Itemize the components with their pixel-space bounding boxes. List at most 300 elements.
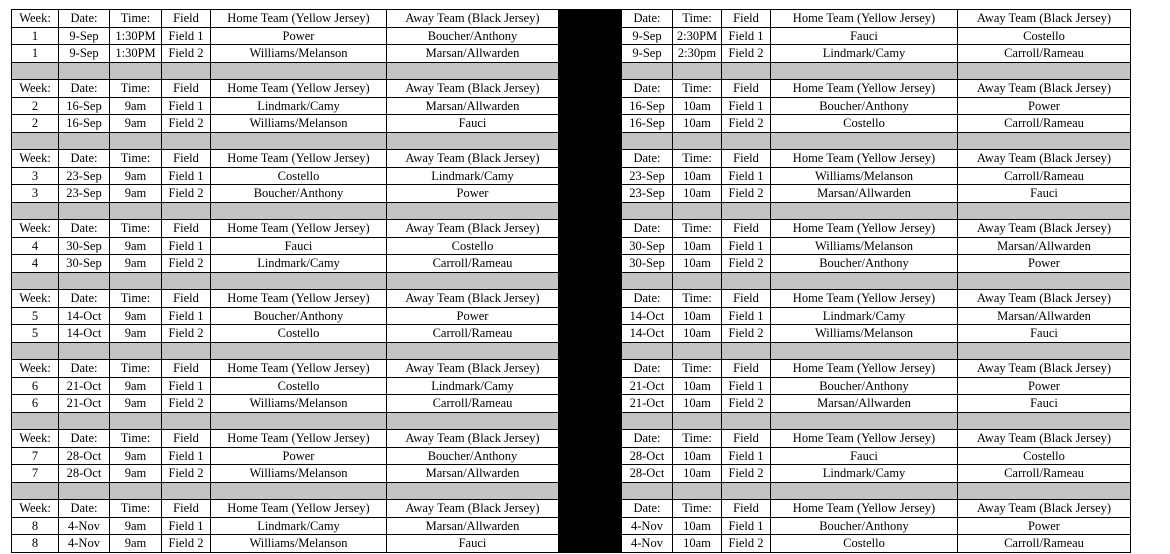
separator-cell bbox=[110, 482, 162, 500]
cell-date: 30-Sep bbox=[622, 255, 673, 273]
cell-home-team: Williams/Melanson bbox=[771, 237, 958, 255]
cell-field: Field 2 bbox=[722, 535, 771, 553]
header-field: Field bbox=[162, 220, 211, 238]
cell-date: 14-Oct bbox=[59, 307, 110, 325]
header-away-team: Away Team (Black Jersey) bbox=[387, 80, 559, 98]
cell-home-team: Boucher/Anthony bbox=[771, 255, 958, 273]
cell-away-team: Carroll/Rameau bbox=[958, 45, 1131, 63]
cell-away-team: Carroll/Rameau bbox=[958, 115, 1131, 133]
header-date: Date: bbox=[59, 290, 110, 308]
header-home-team: Home Team (Yellow Jersey) bbox=[211, 500, 387, 518]
header-away-team: Away Team (Black Jersey) bbox=[958, 430, 1131, 448]
cell-away-team: Carroll/Rameau bbox=[958, 167, 1131, 185]
cell-home-team: Lindmark/Camy bbox=[771, 45, 958, 63]
separator-cell bbox=[110, 412, 162, 430]
cell-away-team: Power bbox=[958, 97, 1131, 115]
cell-time: 9am bbox=[110, 185, 162, 203]
header-week: Week: bbox=[12, 10, 59, 28]
cell-week: 4 bbox=[12, 255, 59, 273]
separator-cell bbox=[211, 342, 387, 360]
cell-field: Field 1 bbox=[722, 167, 771, 185]
separator-cell bbox=[958, 482, 1131, 500]
cell-week: 4 bbox=[12, 237, 59, 255]
separator-cell bbox=[771, 342, 958, 360]
header-away-team: Away Team (Black Jersey) bbox=[387, 290, 559, 308]
cell-away-team: Power bbox=[958, 377, 1131, 395]
separator-cell bbox=[722, 132, 771, 150]
cell-field: Field 2 bbox=[722, 255, 771, 273]
cell-time: 9am bbox=[110, 325, 162, 343]
separator-cell bbox=[622, 482, 673, 500]
cell-away-team: Power bbox=[387, 185, 559, 203]
header-field: Field bbox=[162, 360, 211, 378]
cell-date: 30-Sep bbox=[59, 237, 110, 255]
separator-cell bbox=[722, 482, 771, 500]
header-away-team: Away Team (Black Jersey) bbox=[387, 10, 559, 28]
separator-cell bbox=[622, 272, 673, 290]
header-home-team: Home Team (Yellow Jersey) bbox=[211, 80, 387, 98]
header-time: Time: bbox=[673, 430, 722, 448]
cell-date: 23-Sep bbox=[59, 167, 110, 185]
header-time: Time: bbox=[110, 220, 162, 238]
separator-cell bbox=[12, 482, 59, 500]
cell-date: 23-Sep bbox=[622, 185, 673, 203]
header-field: Field bbox=[722, 10, 771, 28]
separator-cell bbox=[722, 412, 771, 430]
schedule-table bbox=[11, 9, 1131, 553]
cell-field: Field 1 bbox=[162, 307, 211, 325]
header-away-team: Away Team (Black Jersey) bbox=[387, 220, 559, 238]
cell-time: 9am bbox=[110, 535, 162, 553]
cell-home-team: Lindmark/Camy bbox=[211, 517, 387, 535]
cell-field: Field 1 bbox=[722, 307, 771, 325]
separator-cell bbox=[211, 202, 387, 220]
cell-date: 14-Oct bbox=[59, 325, 110, 343]
separator-cell bbox=[59, 132, 110, 150]
header-time: Time: bbox=[110, 430, 162, 448]
header-date: Date: bbox=[59, 10, 110, 28]
cell-field: Field 2 bbox=[162, 465, 211, 483]
cell-field: Field 2 bbox=[162, 255, 211, 273]
cell-field: Field 2 bbox=[162, 185, 211, 203]
cell-field: Field 1 bbox=[162, 377, 211, 395]
cell-time: 9am bbox=[110, 517, 162, 535]
header-away-team: Away Team (Black Jersey) bbox=[958, 220, 1131, 238]
cell-home-team: Costello bbox=[211, 377, 387, 395]
cell-away-team: Carroll/Rameau bbox=[387, 255, 559, 273]
cell-away-team: Power bbox=[387, 307, 559, 325]
header-away-team: Away Team (Black Jersey) bbox=[958, 360, 1131, 378]
header-away-team: Away Team (Black Jersey) bbox=[387, 150, 559, 168]
cell-time: 10am bbox=[673, 237, 722, 255]
header-field: Field bbox=[722, 430, 771, 448]
separator-cell bbox=[211, 132, 387, 150]
header-field: Field bbox=[162, 290, 211, 308]
separator-cell bbox=[771, 482, 958, 500]
header-time: Time: bbox=[110, 10, 162, 28]
separator-cell bbox=[673, 132, 722, 150]
header-date: Date: bbox=[622, 220, 673, 238]
separator-cell bbox=[162, 132, 211, 150]
separator-cell bbox=[622, 342, 673, 360]
header-time: Time: bbox=[673, 360, 722, 378]
cell-away-team: Boucher/Anthony bbox=[387, 447, 559, 465]
header-date: Date: bbox=[622, 150, 673, 168]
separator-cell bbox=[722, 272, 771, 290]
separator-cell bbox=[387, 202, 559, 220]
cell-field: Field 2 bbox=[162, 45, 211, 63]
separator-cell bbox=[771, 412, 958, 430]
header-date: Date: bbox=[622, 80, 673, 98]
cell-date: 4-Nov bbox=[59, 535, 110, 553]
separator-cell bbox=[110, 272, 162, 290]
cell-field: Field 2 bbox=[162, 115, 211, 133]
cell-home-team: Costello bbox=[771, 115, 958, 133]
cell-time: 10am bbox=[673, 307, 722, 325]
cell-away-team: Marsan/Allwarden bbox=[958, 237, 1131, 255]
separator-cell bbox=[958, 272, 1131, 290]
separator-cell bbox=[162, 342, 211, 360]
header-week: Week: bbox=[12, 290, 59, 308]
cell-date: 9-Sep bbox=[622, 45, 673, 63]
separator-cell bbox=[387, 272, 559, 290]
cell-home-team: Boucher/Anthony bbox=[211, 307, 387, 325]
header-home-team: Home Team (Yellow Jersey) bbox=[211, 290, 387, 308]
separator-cell bbox=[59, 482, 110, 500]
cell-home-team: Lindmark/Camy bbox=[771, 307, 958, 325]
separator-cell bbox=[12, 272, 59, 290]
separator-cell bbox=[110, 342, 162, 360]
separator-cell bbox=[211, 412, 387, 430]
header-time: Time: bbox=[673, 150, 722, 168]
cell-week: 5 bbox=[12, 325, 59, 343]
cell-away-team: Fauci bbox=[958, 185, 1131, 203]
separator-cell bbox=[771, 202, 958, 220]
separator-cell bbox=[622, 62, 673, 80]
cell-time: 10am bbox=[673, 115, 722, 133]
separator-cell bbox=[673, 272, 722, 290]
separator-cell bbox=[387, 132, 559, 150]
cell-field: Field 1 bbox=[722, 517, 771, 535]
header-time: Time: bbox=[673, 290, 722, 308]
cell-home-team: Williams/Melanson bbox=[211, 45, 387, 63]
header-home-team: Home Team (Yellow Jersey) bbox=[211, 10, 387, 28]
header-date: Date: bbox=[622, 360, 673, 378]
cell-home-team: Williams/Melanson bbox=[771, 167, 958, 185]
cell-field: Field 1 bbox=[722, 447, 771, 465]
cell-home-team: Marsan/Allwarden bbox=[771, 185, 958, 203]
cell-home-team: Williams/Melanson bbox=[211, 395, 387, 413]
cell-week: 2 bbox=[12, 115, 59, 133]
header-away-team: Away Team (Black Jersey) bbox=[958, 80, 1131, 98]
header-home-team: Home Team (Yellow Jersey) bbox=[771, 430, 958, 448]
separator-cell bbox=[622, 132, 673, 150]
header-week: Week: bbox=[12, 360, 59, 378]
header-week: Week: bbox=[12, 430, 59, 448]
cell-time: 9am bbox=[110, 255, 162, 273]
cell-time: 9am bbox=[110, 167, 162, 185]
cell-week: 7 bbox=[12, 447, 59, 465]
cell-week: 6 bbox=[12, 377, 59, 395]
header-date: Date: bbox=[622, 430, 673, 448]
header-away-team: Away Team (Black Jersey) bbox=[387, 360, 559, 378]
header-field: Field bbox=[722, 220, 771, 238]
cell-week: 8 bbox=[12, 517, 59, 535]
cell-time: 10am bbox=[673, 377, 722, 395]
header-week: Week: bbox=[12, 150, 59, 168]
cell-away-team: Power bbox=[958, 517, 1131, 535]
header-away-team: Away Team (Black Jersey) bbox=[958, 150, 1131, 168]
cell-home-team: Power bbox=[211, 447, 387, 465]
cell-week: 3 bbox=[12, 167, 59, 185]
cell-away-team: Marsan/Allwarden bbox=[387, 517, 559, 535]
cell-time: 9am bbox=[110, 115, 162, 133]
header-time: Time: bbox=[673, 10, 722, 28]
cell-field: Field 1 bbox=[722, 237, 771, 255]
separator-cell bbox=[12, 342, 59, 360]
week-header-row bbox=[12, 10, 1131, 28]
header-date: Date: bbox=[622, 10, 673, 28]
separator-cell bbox=[12, 412, 59, 430]
cell-date: 21-Oct bbox=[59, 395, 110, 413]
cell-date: 9-Sep bbox=[59, 45, 110, 63]
cell-field: Field 1 bbox=[162, 27, 211, 45]
cell-week: 8 bbox=[12, 535, 59, 553]
header-date: Date: bbox=[622, 500, 673, 518]
cell-field: Field 2 bbox=[722, 325, 771, 343]
cell-field: Field 1 bbox=[722, 97, 771, 115]
header-date: Date: bbox=[59, 360, 110, 378]
cell-home-team: Boucher/Anthony bbox=[771, 377, 958, 395]
header-home-team: Home Team (Yellow Jersey) bbox=[771, 220, 958, 238]
cell-week: 6 bbox=[12, 395, 59, 413]
cell-date: 23-Sep bbox=[59, 185, 110, 203]
separator-cell bbox=[59, 202, 110, 220]
cell-home-team: Costello bbox=[211, 167, 387, 185]
cell-date: 16-Sep bbox=[59, 115, 110, 133]
cell-date: 30-Sep bbox=[622, 237, 673, 255]
cell-time: 2:30PM bbox=[673, 27, 722, 45]
separator-cell bbox=[771, 272, 958, 290]
cell-time: 10am bbox=[673, 535, 722, 553]
separator-cell bbox=[12, 202, 59, 220]
cell-away-team: Marsan/Allwarden bbox=[387, 97, 559, 115]
separator-cell bbox=[622, 412, 673, 430]
cell-time: 9am bbox=[110, 465, 162, 483]
cell-time: 10am bbox=[673, 325, 722, 343]
cell-field: Field 1 bbox=[162, 167, 211, 185]
cell-home-team: Costello bbox=[211, 325, 387, 343]
cell-away-team: Carroll/Rameau bbox=[387, 325, 559, 343]
header-away-team: Away Team (Black Jersey) bbox=[958, 290, 1131, 308]
cell-away-team: Power bbox=[958, 255, 1131, 273]
cell-time: 1:30PM bbox=[110, 27, 162, 45]
header-time: Time: bbox=[673, 80, 722, 98]
separator-cell bbox=[958, 342, 1131, 360]
cell-away-team: Fauci bbox=[958, 395, 1131, 413]
cell-date: 30-Sep bbox=[59, 255, 110, 273]
cell-time: 10am bbox=[673, 517, 722, 535]
cell-home-team: Costello bbox=[771, 535, 958, 553]
cell-field: Field 2 bbox=[162, 395, 211, 413]
cell-time: 9am bbox=[110, 237, 162, 255]
header-home-team: Home Team (Yellow Jersey) bbox=[211, 220, 387, 238]
separator-cell bbox=[211, 62, 387, 80]
header-field: Field bbox=[162, 80, 211, 98]
separator-cell bbox=[211, 482, 387, 500]
separator-cell bbox=[387, 482, 559, 500]
header-time: Time: bbox=[673, 220, 722, 238]
cell-away-team: Fauci bbox=[387, 115, 559, 133]
header-date: Date: bbox=[59, 500, 110, 518]
cell-home-team: Boucher/Anthony bbox=[211, 185, 387, 203]
separator-cell bbox=[722, 342, 771, 360]
separator-cell bbox=[673, 342, 722, 360]
separator-cell bbox=[110, 62, 162, 80]
header-date: Date: bbox=[59, 430, 110, 448]
cell-time: 9am bbox=[110, 395, 162, 413]
cell-date: 23-Sep bbox=[622, 167, 673, 185]
header-home-team: Home Team (Yellow Jersey) bbox=[771, 10, 958, 28]
cell-home-team: Boucher/Anthony bbox=[771, 517, 958, 535]
separator-cell bbox=[162, 272, 211, 290]
header-time: Time: bbox=[110, 80, 162, 98]
header-time: Time: bbox=[110, 500, 162, 518]
separator-cell bbox=[387, 62, 559, 80]
cell-date: 28-Oct bbox=[59, 447, 110, 465]
cell-week: 3 bbox=[12, 185, 59, 203]
header-home-team: Home Team (Yellow Jersey) bbox=[771, 360, 958, 378]
cell-time: 9am bbox=[110, 307, 162, 325]
separator-cell bbox=[722, 202, 771, 220]
cell-week: 1 bbox=[12, 45, 59, 63]
separator-cell bbox=[162, 202, 211, 220]
cell-field: Field 2 bbox=[722, 395, 771, 413]
header-time: Time: bbox=[673, 500, 722, 518]
cell-week: 2 bbox=[12, 97, 59, 115]
cell-time: 10am bbox=[673, 167, 722, 185]
separator-cell bbox=[12, 62, 59, 80]
header-week: Week: bbox=[12, 500, 59, 518]
header-home-team: Home Team (Yellow Jersey) bbox=[211, 360, 387, 378]
cell-date: 21-Oct bbox=[59, 377, 110, 395]
cell-time: 10am bbox=[673, 97, 722, 115]
separator-cell bbox=[110, 132, 162, 150]
header-time: Time: bbox=[110, 290, 162, 308]
cell-home-team: Lindmark/Camy bbox=[771, 465, 958, 483]
header-week: Week: bbox=[12, 80, 59, 98]
header-field: Field bbox=[722, 290, 771, 308]
header-field: Field bbox=[162, 10, 211, 28]
cell-time: 2:30pm bbox=[673, 45, 722, 63]
separator-cell bbox=[722, 62, 771, 80]
separator-cell bbox=[162, 412, 211, 430]
header-time: Time: bbox=[110, 150, 162, 168]
cell-week: 7 bbox=[12, 465, 59, 483]
separator-cell bbox=[673, 412, 722, 430]
cell-home-team: Williams/Melanson bbox=[771, 325, 958, 343]
cell-away-team: Boucher/Anthony bbox=[387, 27, 559, 45]
header-date: Date: bbox=[59, 150, 110, 168]
cell-field: Field 1 bbox=[722, 377, 771, 395]
separator-cell bbox=[59, 342, 110, 360]
separator-cell bbox=[162, 62, 211, 80]
cell-field: Field 1 bbox=[162, 97, 211, 115]
cell-date: 4-Nov bbox=[59, 517, 110, 535]
cell-time: 10am bbox=[673, 447, 722, 465]
cell-home-team: Lindmark/Camy bbox=[211, 97, 387, 115]
cell-home-team: Lindmark/Camy bbox=[211, 255, 387, 273]
separator-cell bbox=[958, 62, 1131, 80]
cell-away-team: Fauci bbox=[387, 535, 559, 553]
cell-away-team: Costello bbox=[958, 447, 1131, 465]
cell-date: 4-Nov bbox=[622, 517, 673, 535]
cell-home-team: Fauci bbox=[771, 447, 958, 465]
separator-cell bbox=[12, 132, 59, 150]
cell-time: 10am bbox=[673, 255, 722, 273]
separator-cell bbox=[211, 272, 387, 290]
separator-cell bbox=[771, 132, 958, 150]
cell-home-team: Fauci bbox=[771, 27, 958, 45]
header-home-team: Home Team (Yellow Jersey) bbox=[771, 500, 958, 518]
header-home-team: Home Team (Yellow Jersey) bbox=[771, 150, 958, 168]
header-away-team: Away Team (Black Jersey) bbox=[958, 10, 1131, 28]
header-field: Field bbox=[722, 80, 771, 98]
header-field: Field bbox=[162, 150, 211, 168]
cell-time: 9am bbox=[110, 97, 162, 115]
cell-date: 21-Oct bbox=[622, 395, 673, 413]
separator-cell bbox=[59, 62, 110, 80]
cell-away-team: Carroll/Rameau bbox=[958, 535, 1131, 553]
cell-away-team: Marsan/Allwarden bbox=[958, 307, 1131, 325]
header-time: Time: bbox=[110, 360, 162, 378]
cell-time: 10am bbox=[673, 465, 722, 483]
header-home-team: Home Team (Yellow Jersey) bbox=[211, 430, 387, 448]
header-field: Field bbox=[722, 360, 771, 378]
cell-field: Field 2 bbox=[722, 115, 771, 133]
black-divider bbox=[559, 10, 622, 553]
cell-time: 10am bbox=[673, 185, 722, 203]
cell-date: 16-Sep bbox=[622, 97, 673, 115]
header-home-team: Home Team (Yellow Jersey) bbox=[211, 150, 387, 168]
separator-cell bbox=[958, 132, 1131, 150]
header-field: Field bbox=[722, 150, 771, 168]
cell-time: 9am bbox=[110, 377, 162, 395]
separator-cell bbox=[59, 412, 110, 430]
cell-home-team: Fauci bbox=[211, 237, 387, 255]
header-home-team: Home Team (Yellow Jersey) bbox=[771, 290, 958, 308]
cell-date: 4-Nov bbox=[622, 535, 673, 553]
cell-home-team: Williams/Melanson bbox=[211, 115, 387, 133]
separator-cell bbox=[622, 202, 673, 220]
header-away-team: Away Team (Black Jersey) bbox=[387, 430, 559, 448]
cell-home-team: Power bbox=[211, 27, 387, 45]
cell-date: 9-Sep bbox=[622, 27, 673, 45]
cell-date: 28-Oct bbox=[59, 465, 110, 483]
cell-date: 14-Oct bbox=[622, 307, 673, 325]
cell-away-team: Costello bbox=[387, 237, 559, 255]
header-date: Date: bbox=[59, 80, 110, 98]
separator-cell bbox=[162, 482, 211, 500]
cell-away-team: Costello bbox=[958, 27, 1131, 45]
cell-field: Field 1 bbox=[162, 447, 211, 465]
cell-field: Field 2 bbox=[162, 535, 211, 553]
cell-date: 9-Sep bbox=[59, 27, 110, 45]
cell-away-team: Carroll/Rameau bbox=[387, 395, 559, 413]
separator-cell bbox=[673, 482, 722, 500]
cell-date: 14-Oct bbox=[622, 325, 673, 343]
cell-date: 16-Sep bbox=[59, 97, 110, 115]
